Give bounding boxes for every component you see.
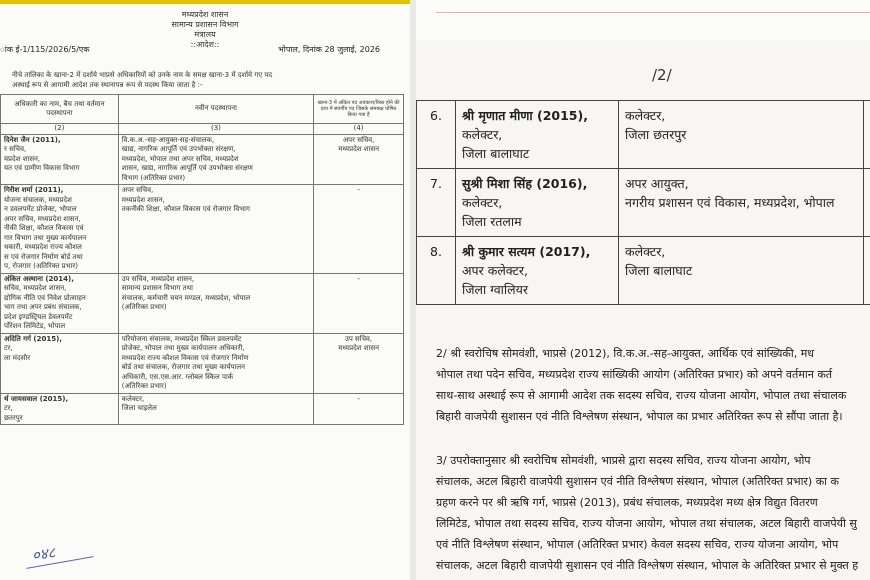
cell-line: र सचिव, — [4, 145, 27, 153]
table-row — [417, 101, 870, 169]
paragraph-line: संचालक, अटल बिहारी वाजपेयी सुशासन एवं नीति विश्लेषण संस्थान, भोपाल (अतिरिक्त प्रभार) का क — [436, 475, 839, 488]
cell-line: प्रोजेक्ट, भोपाल तथा मुख्य कार्यपालन अधिकारी, — [121, 344, 245, 352]
cell-line: अपर आयुक्त, — [625, 176, 689, 191]
paragraph-line: साथ-साथ अस्थाई रूप से आगामी आदेश तक सदस्य सचिव, राज्य योजना आयोग, भोपाल तथा संचालक — [436, 389, 847, 402]
header-line: सामान्य प्रशासन विभाग — [171, 20, 239, 29]
order-intro — [12, 70, 392, 90]
table-row — [1, 185, 404, 274]
cell-line: र्थ जायसवाल (2015), — [4, 394, 69, 403]
page-top-margin — [416, 0, 870, 40]
cell-line: छतरपुर — [4, 413, 23, 422]
equivalent-post-cell — [314, 273, 404, 333]
cell-line: प, रोजगार (अतिरिक्त प्रभार) — [4, 262, 78, 270]
cell-line: - — [357, 394, 360, 403]
cell-line: अंकित अस्थाना (2014), — [4, 274, 74, 283]
cell-line: जिला चाइलेल — [121, 404, 157, 412]
cell-line: बोर्ड तथा संचालक, रोजगार तथा मुख्य कार्यपालन — [121, 363, 246, 371]
cell-line: अपर सचिव, — [121, 186, 154, 194]
new-posting-cell — [118, 393, 313, 425]
cell-line: सुश्री मिशा सिंह (2016), — [462, 176, 588, 191]
cell-line: योजना संचालक, मध्यप्रदेश — [4, 195, 72, 204]
paragraph-line: संचालक, अटल बिहारी वाजपेयी सुशासन एवं नीति विश्लेषण संस्थान, भोपाल के अतिरिक्त प्रभार से मुक्त ह — [436, 559, 859, 572]
cell-line: श्री मृणात मीणा (2015), — [462, 108, 588, 123]
serial-number-cell: 6. — [417, 101, 456, 169]
paragraph-2 — [436, 343, 870, 427]
cell-line: जिला ग्वालियर — [462, 282, 528, 297]
cell-line: टर, — [4, 404, 13, 412]
header-line: मध्यप्रदेश शासन — [181, 10, 229, 19]
cell-line: गिरीश शर्मा (2011), — [4, 186, 64, 194]
new-posting-cell — [118, 333, 313, 393]
serial-number-cell: 7. — [417, 169, 456, 237]
column-number: (2) — [1, 124, 119, 135]
cell-line: प्रदेश इण्डस्ट्रियल डेवलपमेंट — [4, 312, 73, 321]
column-header: अधिकारी का नाम, बैच तथा वर्तमान पदस्थापना — [1, 95, 119, 124]
equivalent-post-cell — [864, 169, 870, 237]
table-row — [1, 333, 404, 393]
cell-line: दिनेश जैन (2011), — [4, 135, 61, 144]
new-posting-cell — [619, 101, 864, 169]
paragraph-line: ग्रहण करने पर श्री ऋषि गर्ग, भाप्रसे (2013), प्रबंध संचालक, मध्यप्रदेश मध्य क्षेत्र विद्युत वितरण — [436, 496, 818, 509]
column-header: खाना-3 में अंकित पद अवकाश/रिक्त होने की दशा में संवर्गीय पद जिसके समकक्ष घोषित किया गया है — [314, 95, 404, 124]
new-posting-cell — [619, 237, 864, 305]
cell-line: धकारी, मध्यप्रदेश राज्य कौशल — [4, 243, 82, 251]
officer-cell — [1, 134, 119, 185]
equivalent-post-cell — [864, 101, 870, 169]
cell-line: कलेक्टर, — [462, 195, 503, 210]
equivalent-post-cell — [314, 393, 404, 425]
cell-line: तकनीकी शिक्षा, कौशल विकास एवं रोजगार विभाग — [121, 205, 250, 213]
cell-line: विभाग (अतिरिक्त प्रभार) — [121, 173, 186, 182]
new-posting-cell — [118, 134, 313, 185]
cell-line: (अतिरिक्त प्रभार) — [121, 303, 167, 311]
new-posting-cell — [619, 169, 864, 237]
officer-cell — [1, 333, 119, 393]
cell-line: - — [357, 186, 360, 194]
cell-line: मध्यप्रदेश शासन, — [121, 195, 165, 204]
posting-table-continued — [416, 100, 870, 305]
cell-line: जिला छतरपुर — [625, 127, 687, 142]
cell-line: द्योगिक नीति एवं निवेश प्रोत्साहन — [4, 293, 86, 302]
cell-line: सामान्य प्रशासन विभाग तथा — [121, 284, 193, 292]
cell-line: जिला रतलाम — [462, 214, 522, 229]
officer-cell — [456, 101, 619, 169]
officer-cell — [1, 185, 119, 274]
cell-line: श्री कुमार सत्यम (2017), — [462, 244, 591, 259]
posting-table-body — [1, 134, 404, 425]
cell-line: मध्यप्रदेश शासन — [338, 145, 379, 153]
header-line: मंत्रालय — [194, 30, 216, 39]
cell-line: (अतिरिक्त प्रभार) — [121, 382, 167, 390]
cell-line: नीकी शिक्षा, कौशल विकास एवं — [4, 224, 84, 232]
table-row — [1, 134, 404, 185]
cell-line: अपर सचिव, — [342, 135, 375, 144]
column-header: नवीन पदस्थापना — [118, 95, 313, 124]
equivalent-post-cell — [864, 237, 870, 305]
paragraph-line: बिहारी वाजपेयी सुशासन एवं नीति विश्लेषण संस्थान, भोपाल का प्रभार अतिरिक्त रूप से सौंपा जाता है। — [436, 410, 843, 423]
officer-cell — [1, 393, 119, 425]
cell-line: भाग तथा अपर प्रबंध संचालक, — [4, 303, 82, 311]
cell-line: अदिति गर्ग (2015), — [4, 334, 62, 343]
equivalent-post-cell — [314, 134, 404, 185]
table-row — [417, 237, 870, 305]
cell-line: कलेक्टर, — [625, 108, 666, 123]
intro-line: अस्थाई रूप से आगामी आदेश तक स्थानापन्न रूप से पदस्थ किया जाता है :- — [12, 81, 203, 89]
cell-line: र्पोरेशन लिमिटेड, भोपाल — [4, 322, 66, 330]
posting-table-continued-body — [417, 101, 870, 305]
officer-cell — [456, 169, 619, 237]
page-number: /2/ — [652, 66, 672, 84]
paragraph-line: 3/ उपरोक्तानुसार श्री स्वरोचिष सोमवंशी, भाप्रसे द्वारा सदस्य सचिव, राज्य योजना आयोग, भोप — [436, 454, 811, 467]
serial-number-cell: 8. — [417, 237, 456, 305]
left-document-page — [0, 0, 410, 580]
cell-line: टर, — [4, 344, 13, 352]
cell-line: उप सचिव, मध्यप्रदेश शासन, — [121, 274, 195, 283]
column-number: (3) — [118, 124, 313, 135]
cell-line: संचालक, कर्मचारी चयन मण्डल, मध्यप्रदेश, भोपाल — [121, 293, 251, 302]
cell-line: परियोजना संचालक, मध्यप्रदेश स्किल डवलपमेंट — [121, 334, 242, 343]
cell-line: जिला बालाघाट — [462, 146, 530, 161]
posting-table — [0, 94, 404, 425]
page-top-rule — [436, 12, 870, 13]
cell-line: ला मंदसौर — [4, 353, 31, 362]
right-document-page — [416, 0, 870, 580]
officer-cell — [456, 237, 619, 305]
column-number: (4) — [314, 124, 404, 135]
cell-line: कलेक्टर, — [462, 127, 503, 142]
paragraph-line: लिमिटेड, भोपाल तथा सदस्य सचिव, राज्य योजना आयोग, भोपाल तथा संचालक, अटल बिहारी वाजपेयी सु — [436, 517, 857, 530]
cell-line: मध्यप्रदेश, भोपाल तथा अपर सचिव, मध्यप्रदेश — [121, 154, 239, 163]
cell-line: मध्यप्रदेश राज्य कौशल विकास एवं रोजगार निर्माण — [121, 353, 249, 362]
header-line: ::आदेश:: — [190, 40, 220, 49]
order-number: ांक ई-1/115/2026/5/एक — [0, 45, 90, 54]
signature: ०४८ — [30, 543, 57, 565]
cell-line: अपर सचिव, मध्यप्रदेश शासन, — [4, 214, 81, 223]
order-place-date: भोपाल, दिनांक 28 जुलाई, 2026 — [278, 45, 380, 54]
cell-line: मध्यप्रदेश शासन — [338, 344, 379, 352]
cell-line: न डवलपमेंट प्रोजेक्ट, भोपाल — [4, 205, 77, 213]
table-row — [1, 273, 404, 333]
cell-line: - — [357, 274, 360, 283]
cell-line: अधिकारी, एस.एस.आर. ग्लोबल स्किल पार्क — [121, 372, 234, 381]
cell-line: खाद्य, नागरिक आपूर्ति एवं उपभोक्ता संरक्षण, — [121, 145, 236, 153]
cell-line: शासन, खाद्य, नागरिक आपूर्ति एवं उपभोक्ता संरक्षण — [121, 164, 253, 172]
cell-line: वि.क.अ.-सह-आयुक्त-सह-संचालक, — [121, 135, 215, 144]
cell-line: यत एवं ग्रामीण विकास विभाग — [4, 164, 80, 172]
cell-line: कलेक्टर, — [121, 394, 145, 403]
paragraph-line: भोपाल तथा पदेन सचिव, मध्यप्रदेश राज्य सांख्यिकी आयोग (अतिरिक्त प्रभार) को अपने वर्तमान कर्त — [436, 368, 833, 381]
table-row — [1, 393, 404, 425]
cell-line: अपर कलेक्टर, — [462, 263, 529, 278]
equivalent-post-cell — [314, 185, 404, 274]
cell-line: यप्रदेश शासन, — [4, 154, 41, 163]
cell-line: गार विभाग तथा मुख्य कार्यपालन — [4, 233, 87, 242]
table-row — [417, 169, 870, 237]
cell-line: जिला बालाघाट — [625, 263, 693, 278]
new-posting-cell — [118, 185, 313, 274]
paragraph-line: एवं नीति विश्लेषण संस्थान, भोपाल (अतिरिक्त प्रभार) केवल सदस्य सचिव, राज्य योजना आयोग, भोप — [436, 538, 839, 551]
cell-line: कलेक्टर, — [625, 244, 666, 259]
cell-line: नगरीय प्रशासन एवं विकास, मध्यप्रदेश, भोपाल — [625, 195, 835, 210]
paragraph-3 — [436, 450, 870, 576]
paragraph-line: 2/ श्री स्वरोचिष सोमवंशी, भाप्रसे (2012), वि.क.अ.-सह-आयुक्त, आर्थिक एवं सांख्यिकी, मध — [436, 347, 815, 360]
officer-cell — [1, 273, 119, 333]
cell-line: स एवं रोजगार निर्माण बोर्ड तथा — [4, 252, 83, 261]
new-posting-cell — [118, 273, 313, 333]
equivalent-post-cell — [314, 333, 404, 393]
cell-line: सचिव, मध्यप्रदेश शासन, — [4, 284, 67, 292]
intro-line: नीचे तालिका के खाना-2 में दर्शाये भाप्रसे अधिकारियों को उनके नाम के समक्ष खाना-3 में दर्शाये गए पद — [12, 71, 273, 79]
cell-line: उप सचिव, — [345, 334, 373, 343]
